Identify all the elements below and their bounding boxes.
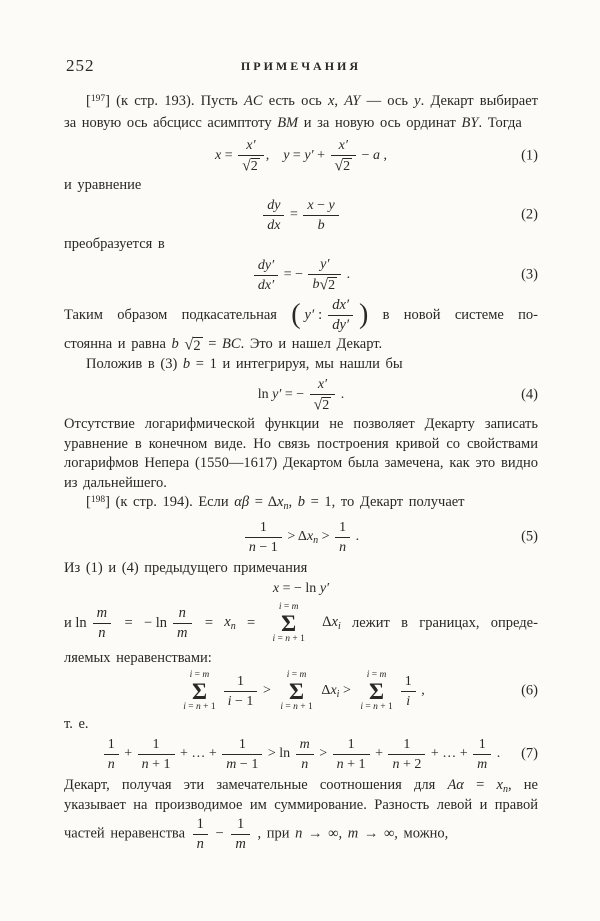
connector-text-and-equation: и уравнение — [64, 177, 142, 193]
equation-2-body: $\frac{dy}{dx}$ = $\frac{x - y}{b}$ — [261, 207, 340, 222]
paragraph-note198-intro: [$^{198}$] (к стр. 194). Если $\alpha\beta = \Delta x_n$, b = 1, то Декарт получает — [86, 494, 465, 512]
equation-6-number: (6) — [521, 682, 538, 699]
equation-5-body: $\frac{1}{n - 1}$ > $\Delta x_n$ > $\frac{1}{n}$ . — [243, 529, 359, 544]
equation-1-number: (1) — [521, 147, 538, 163]
connector-text-that-is: т. е. — [64, 715, 89, 732]
equation-5 — [64, 519, 538, 555]
equation-6 — [64, 670, 538, 713]
equation-7 — [64, 736, 538, 772]
equation-4-number: (4) — [521, 386, 538, 402]
equation-7-number: (7) — [521, 745, 538, 761]
equation-4 — [64, 376, 538, 413]
equation-2-number: (2) — [521, 206, 538, 223]
equation-5-number: (5) — [521, 528, 538, 544]
sum-inequality-line: и ln $\frac{m}{n}$ = − ln $\frac{n}{m}$ = x n = i = m Σ i = n + 1 Δ x i лежит в границах, опреде- — [64, 601, 538, 644]
equation-x-ln: x = − ln y′ — [272, 580, 330, 596]
equation-1 — [64, 137, 538, 174]
paragraph-dekart-final: Декарт, получая эти замечательные соотношения для $A\alpha = x_n$, не указывает на производимое им суммирование. Разность левой и правой частей неравенства $\frac{1}{n}$ − $\frac{1}{m}$ , при n → ∞, m → ∞, можно, — [64, 776, 538, 852]
equation-4-body: ln y′ = − x′ √ 2 . — [257, 377, 345, 414]
page-content — [64, 0, 538, 852]
equation-3-number: (3) — [521, 266, 538, 282]
connector-text-transforms-into: преобразуется в — [64, 236, 165, 252]
page-number: 252 — [66, 56, 95, 75]
equation-2 — [64, 197, 538, 233]
paragraph-subtangent-line1: Таким образом подкасательная ( y′ : $\frac{dx'}{dy'}$ ) в новой системе по- — [64, 297, 538, 333]
connector-text-from-1-and-4: Из (1) и (4) предыдущего примечания — [64, 559, 308, 576]
equation-7-body: $\frac{1}{n}$ + $\frac{1}{n + 1}$ + … + $\frac{1}{m - 1}$ > ln $\frac{m}{n}$ > $\frac{1}{n + 1}$ + $\frac{1}{n + 2}$ + … + $\frac{1}{m}$ . — [102, 746, 501, 761]
equation-3-body: $\frac{dy'}{dx'}$ = − y′ b √ 2 . — [252, 267, 350, 282]
running-title: ПРИМЕЧАНИЯ — [240, 59, 362, 73]
paragraph-otsutstvie: Отсутствие логарифмической функции не позволяет Декарту записать уравнение в конечном виде. Но связь построения кривой со свойствами логарифмов Непера (1550—1617) Декартом была замечена, как это видно из дальнейшего. — [64, 416, 538, 491]
connector-text-lyaemykh: ляемых неравенствами: — [64, 649, 212, 666]
paragraph-note197-intro: [$^{197}$] (к стр. 193). Пусть AC есть ось x, AY — ось y. Декарт выбирает за новую ось абсцисс асимптоту BM и за новую ось ординат BY. Тогда — [64, 93, 538, 131]
equation-1-body: x = x′ √ 2 , y = y′ + x′ √ 2 − a , — [214, 138, 388, 175]
page-header — [64, 56, 538, 76]
paragraph-subtangent-line2: стоянна и равна b √ 2 = BC. Это и нашел Декарт. — [64, 335, 383, 354]
equation-6-body: i = m Σ i = n + 1 $\frac{1}{i - 1}$ > i = m Σ i = n + 1 $\Delta x_i$ > i = m Σ i = n + 1 $\frac{1}{i}$ , — [183, 669, 425, 712]
paragraph-polozhiv: Положив в (3) b = 1 и интегрируя, мы нашли бы — [86, 355, 403, 372]
equation-3 — [64, 256, 538, 293]
